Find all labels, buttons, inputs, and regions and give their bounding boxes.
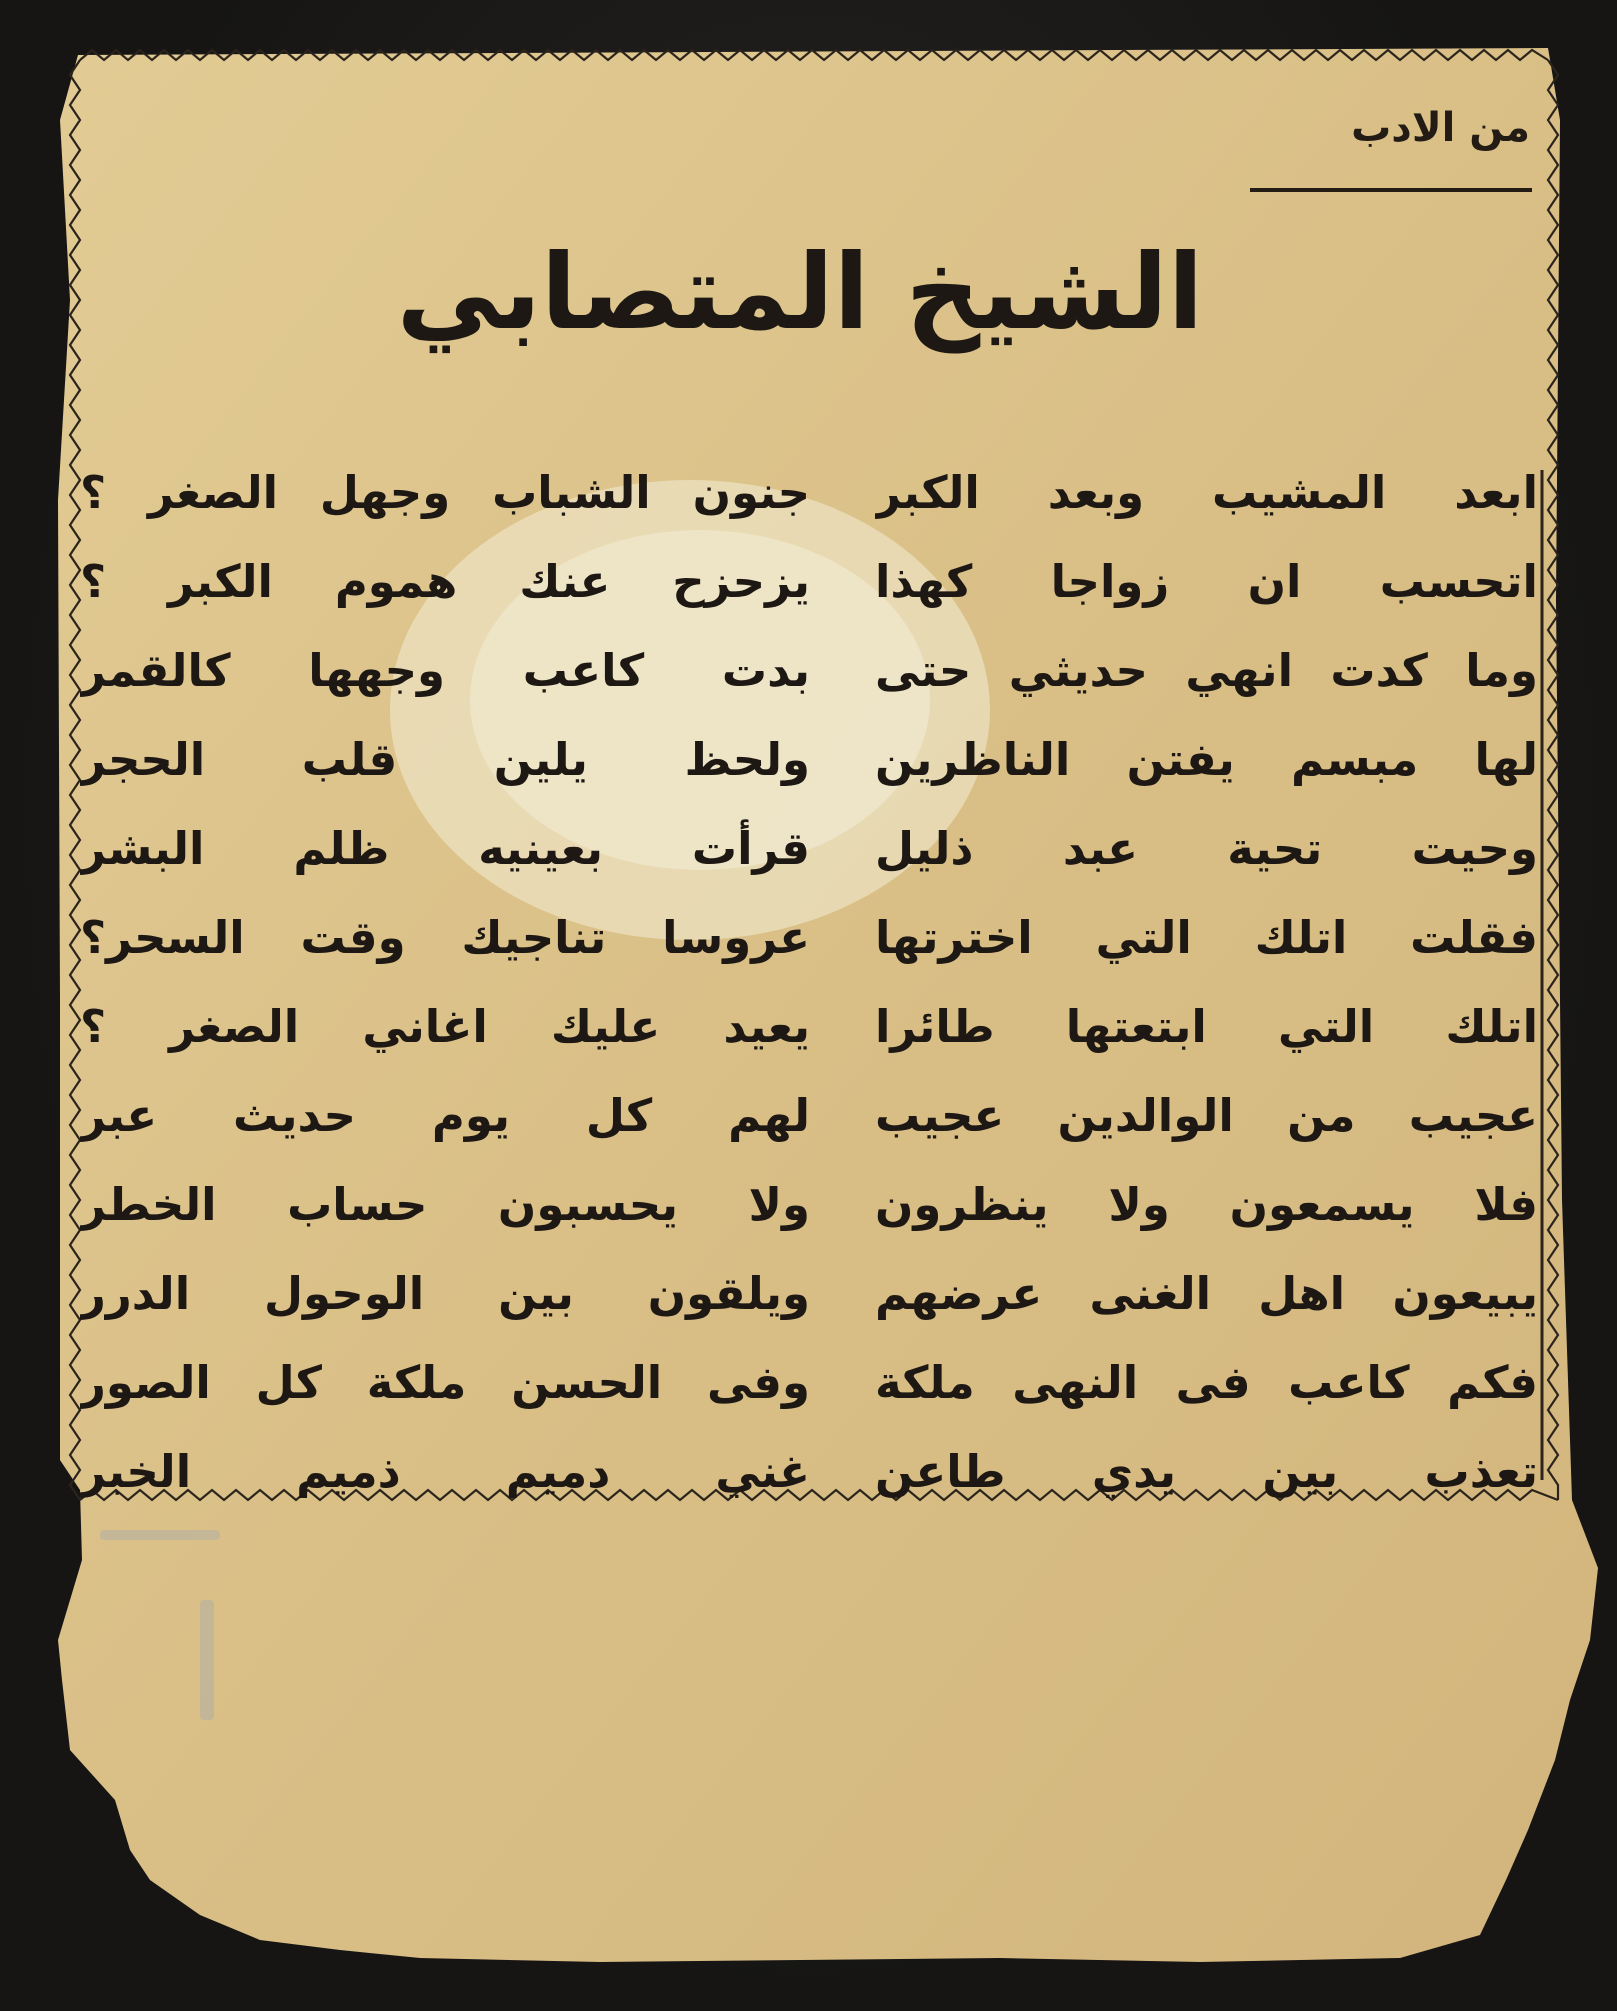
verse-line: عروسا تناجيك وقت السحر؟ bbox=[80, 911, 810, 964]
verse-line: عجيب من الوالدين عجيب bbox=[875, 1089, 1538, 1142]
verse-line: غني دميم ذميم الخبر bbox=[80, 1445, 810, 1498]
verse-line: ولحظ يلين قلب الحجر bbox=[80, 733, 810, 786]
verse-line: وما كدت انهي حديثي حتى bbox=[875, 644, 1538, 697]
verse-line: جنون الشباب وجهل الصغر ؟ bbox=[80, 466, 810, 519]
section-underline bbox=[1250, 188, 1532, 192]
verse-line: لهم كل يوم حديث عبر bbox=[80, 1089, 810, 1142]
section-label: من الادب bbox=[1351, 105, 1530, 151]
poem-column-left bbox=[80, 448, 810, 1516]
verse-line: يعيد عليك اغاني الصغر ؟ bbox=[80, 1000, 810, 1053]
verse-line: بدت كاعب وجهها كالقمر bbox=[80, 644, 810, 697]
verse-line: فكم كاعب فى النهى ملكة bbox=[875, 1356, 1538, 1409]
verse-line: لها مبسم يفتن الناظرين bbox=[875, 733, 1538, 786]
poem-column-right bbox=[875, 448, 1538, 1516]
verse-line: ويلقون بين الوحول الدرر bbox=[80, 1267, 810, 1320]
verse-line: اتلك التي ابتعتها طائرا bbox=[875, 1000, 1538, 1053]
verse-line: يزحزح عنك هموم الكبر ؟ bbox=[80, 555, 810, 608]
verse-line: فلا يسمعون ولا ينظرون bbox=[875, 1178, 1538, 1231]
verse-line: ولا يحسبون حساب الخطر bbox=[80, 1178, 810, 1231]
verse-line: فقلت اتلك التي اخترتها bbox=[875, 911, 1538, 964]
verse-line: يبيعون اهل الغنى عرضهم bbox=[875, 1267, 1538, 1320]
verse-line: اتحسب ان زواجا كهذا bbox=[875, 555, 1538, 608]
verse-line: تعذب بين يدي طاعن bbox=[875, 1445, 1538, 1498]
verse-line: وفى الحسن ملكة كل الصور bbox=[80, 1356, 810, 1409]
verse-line: وحيت تحية عبد ذليل bbox=[875, 822, 1538, 875]
headline: الشيخ المتصابي bbox=[396, 231, 1204, 353]
verse-line: قرأت بعينيه ظلم البشر bbox=[80, 822, 810, 875]
verse-line: ابعد المشيب وبعد الكبر bbox=[875, 466, 1538, 519]
